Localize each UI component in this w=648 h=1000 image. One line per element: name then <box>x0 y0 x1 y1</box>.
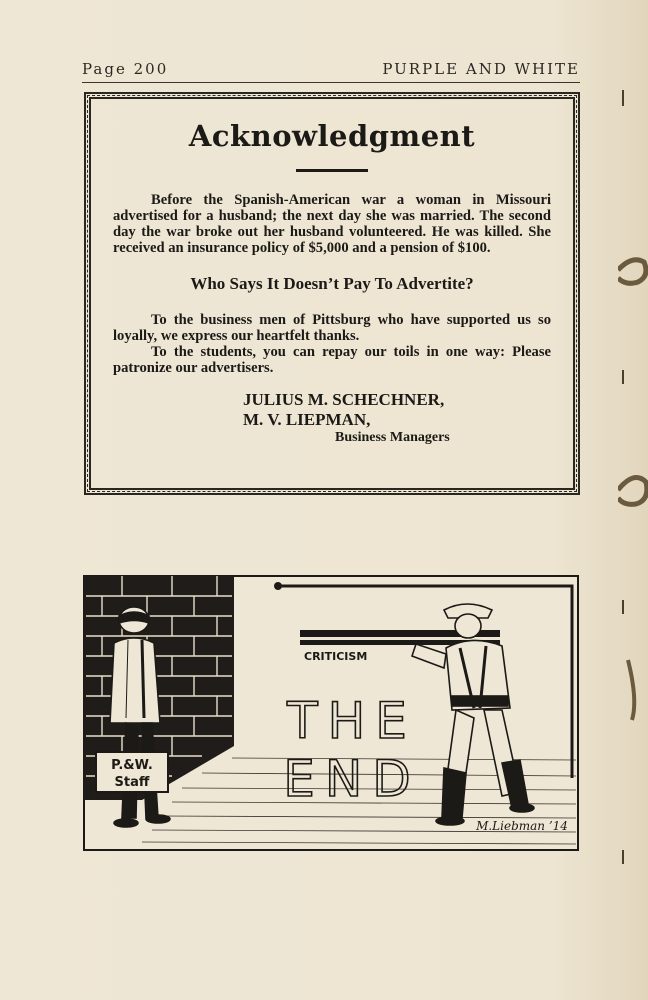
anecdote-paragraph: Before the Spanish-American war a woman in Missouri advertised for a husband; the next day she was married. The second day the war broke out her husband volunteered. He was killed. She received an insurance policy of $5,000 and a pension of $100. <box>113 192 551 256</box>
signer-name-1: JULIUS M. SCHECHNER, <box>243 390 445 409</box>
students-paragraph: To the students, you can repay our toils in one way: Please patronize our advertisers. <box>113 344 551 376</box>
header-rule <box>82 82 580 83</box>
thanks-paragraph: To the business men of Pittsburg who have supported us so loyally, we express our heartfelt thanks. <box>113 312 551 344</box>
sign-text-line1: P.&W. <box>111 758 153 773</box>
acknowledgment-title: Acknowledgment <box>188 119 476 153</box>
publication-title: PURPLE AND WHITE <box>382 60 580 78</box>
wall-text-the: THE <box>287 692 417 750</box>
wall-text-end: END <box>283 750 421 808</box>
signer-title: Business Managers <box>335 430 450 445</box>
execution-cartoon <box>82 568 580 852</box>
acknowledgment-content <box>113 119 551 446</box>
page-number: Page 200 <box>82 60 169 78</box>
signature-block <box>243 390 551 430</box>
title-rule <box>296 169 368 172</box>
sign-text-line2: Staff <box>114 775 150 790</box>
criticism-label: CRITICISM <box>304 650 368 663</box>
running-header <box>82 60 580 78</box>
slogan: Who Says It Doesn’t Pay To Advertite? <box>190 274 474 293</box>
staff-sign <box>96 752 168 792</box>
signer-name-2: M. V. LIEPMAN, <box>243 410 371 429</box>
binding-twine <box>618 0 648 1000</box>
artist-signature: M.Liebman ’14 <box>476 819 568 833</box>
acknowledgment-box <box>84 92 580 495</box>
